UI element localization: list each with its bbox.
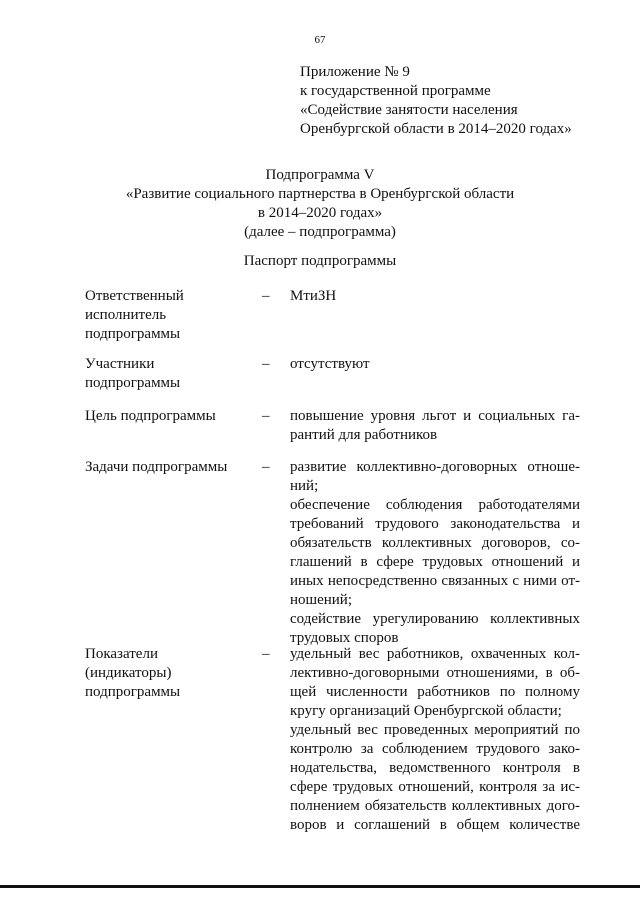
appendix-line: «Содействие занятости населения <box>300 102 518 118</box>
label-line: исполнитель <box>85 307 167 323</box>
passport-title: Паспорт подпрограммы <box>243 253 397 269</box>
page-number: 67 <box>314 34 326 46</box>
value-line: иных непосредственно связанных с ними от- <box>290 573 580 589</box>
value-line: трудовых споров <box>290 630 399 646</box>
subprogram-title-line: «Развитие социального партнерства в Оренбургской области <box>125 186 515 202</box>
dash-separator: – <box>262 646 270 662</box>
passport-row-label <box>85 287 245 344</box>
value-line: полнением обязательств коллективных дого- <box>290 798 580 814</box>
subprogram-title-line: Подпрограмма V <box>265 167 375 183</box>
label-line: Показатели <box>85 646 158 662</box>
dash-separator: – <box>262 288 270 304</box>
value-line: обязательств коллективных договоров, со- <box>290 535 580 551</box>
value-line: удельный вес проведенных мероприятий по <box>290 722 580 738</box>
dash-separator: – <box>262 408 270 424</box>
value-line: глашений в сфере трудовых отношений и <box>290 554 580 570</box>
passport-row-value <box>290 407 580 445</box>
value-line: лективно-договорными отношениями, в об- <box>290 665 580 681</box>
value-line: контролю за соблюдением трудового зако- <box>290 741 580 757</box>
value-line: нодательства, ведомственного контроля в <box>290 760 580 776</box>
value-line: содействие урегулированию коллективных <box>290 611 580 627</box>
subprogram-title <box>0 166 640 242</box>
label-line: Задачи подпрограммы <box>85 459 228 475</box>
passport-row-value <box>290 355 580 374</box>
subprogram-title-line: в 2014–2020 годах» <box>257 205 383 221</box>
value-line: МтиЗН <box>290 288 337 304</box>
appendix-line: Приложение № 9 <box>300 64 410 80</box>
dash-separator: – <box>262 459 270 475</box>
value-line: щей численности работников по полному <box>290 684 580 700</box>
value-line: сфере трудовых отношений, контроля за ис- <box>290 779 580 795</box>
value-line: ний; <box>290 478 319 494</box>
passport-row-label <box>85 645 245 702</box>
value-line: отсутствуют <box>290 356 370 372</box>
label-line: (индикаторы) <box>85 665 172 681</box>
passport-row-label <box>85 458 245 477</box>
passport-row-value <box>290 458 580 648</box>
value-line: удельный вес работников, охваченных кол- <box>290 646 580 662</box>
value-line: повышение уровня льгот и социальных га- <box>290 408 580 424</box>
passport-row-label <box>85 355 245 393</box>
label-line: подпрограммы <box>85 326 181 342</box>
value-line: воров и соглашений в общем количестве <box>290 817 580 833</box>
appendix-line: Оренбургской области в 2014–2020 годах» <box>300 121 572 137</box>
label-line: подпрограммы <box>85 684 181 700</box>
subprogram-title-line: (далее – подпрограмма) <box>244 224 396 240</box>
passport-row-value <box>290 287 580 306</box>
bottom-rule <box>0 885 640 888</box>
label-line: Ответственный <box>85 288 184 304</box>
passport-row-label <box>85 407 245 426</box>
label-line: подпрограммы <box>85 375 181 391</box>
value-line: обеспечение соблюдения работодателями <box>290 497 580 513</box>
value-line: ношений; <box>290 592 352 608</box>
value-line: рантий для работников <box>290 427 438 443</box>
passport-row-value <box>290 645 580 835</box>
value-line: кругу организаций Оренбургской области; <box>290 703 562 719</box>
dash-separator: – <box>262 356 270 372</box>
label-line: Цель подпрограммы <box>85 408 216 424</box>
value-line: требований трудового законодательства и <box>290 516 580 532</box>
label-line: Участники <box>85 356 155 372</box>
appendix-header <box>300 63 620 139</box>
value-line: развитие коллективно-договорных отноше- <box>290 459 580 475</box>
appendix-line: к государственной программе <box>300 83 491 99</box>
